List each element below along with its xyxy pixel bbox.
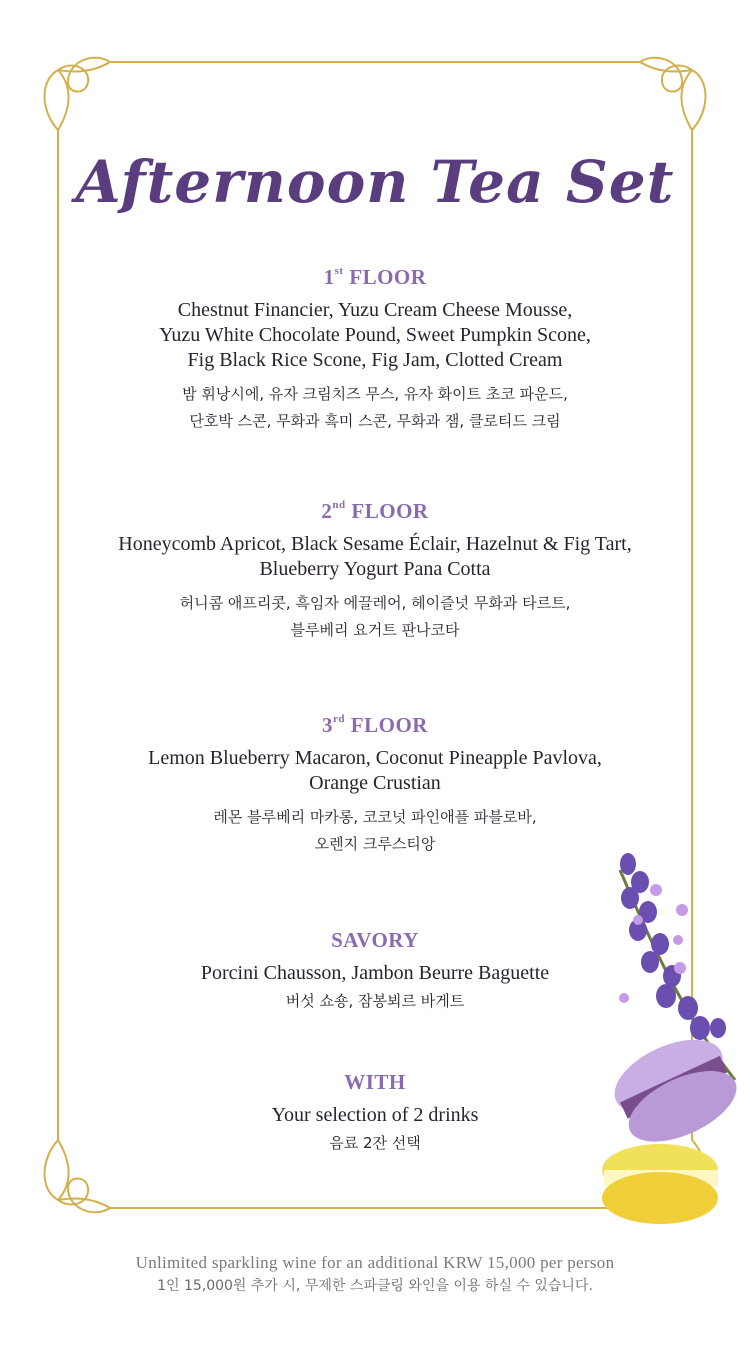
section-with xyxy=(80,1070,670,1157)
items-korean: 음료 2잔 선택 xyxy=(329,1134,421,1152)
section-2nd-floor xyxy=(80,499,670,644)
section-heading: SAVORY xyxy=(331,928,419,952)
lavender-macaron-illustration xyxy=(590,850,750,1250)
section-1st-floor xyxy=(80,265,670,435)
items-english: Chestnut Financier, Yuzu Cream Cheese Mousse, Yuzu White Chocolate Pound, Sweet Pumpkin Scone, Fig Black Rice Scone, Fig Jam, Clotted Cream xyxy=(159,299,591,371)
section-savory xyxy=(80,928,670,1015)
items-korean: 밤 휘낭시에, 유자 크림치즈 무스, 유자 화이트 초코 파운드, 단호박 스콘, 무화과 흑미 스콘, 무화과 잼, 클로티드 크림 xyxy=(182,385,568,430)
items-english: Honeycomb Apricot, Black Sesame Éclair, Hazelnut & Fig Tart, Blueberry Yogurt Pana Cotta xyxy=(118,533,632,580)
section-heading: 3rd FLOOR xyxy=(322,713,428,737)
section-heading: 2nd FLOOR xyxy=(321,499,429,523)
menu-title: Afternoon Tea Set xyxy=(75,148,675,216)
footer-note xyxy=(0,1252,750,1298)
items-korean: 허니콤 애프리콧, 흑임자 에끌레어, 헤이즐넛 무화과 타르트, 블루베리 요거트 판나코타 xyxy=(179,594,571,639)
footer-english: Unlimited sparkling wine for an additional KRW 15,000 per person xyxy=(135,1253,615,1272)
items-english: Lemon Blueberry Macaron, Coconut Pineapple Pavlova, Orange Crustian xyxy=(148,747,602,794)
items-korean: 레몬 블루베리 마카롱, 코코넛 파인애플 파블로바, 오렌지 크루스티앙 xyxy=(213,808,537,853)
section-heading: 1st FLOOR xyxy=(323,265,427,289)
items-english: Your selection of 2 drinks xyxy=(271,1104,479,1126)
footer-korean: 1인 15,000원 추가 시, 무제한 스파클링 와인을 이용 하실 수 있습니다. xyxy=(157,1278,593,1294)
items-korean: 버섯 쇼숑, 잠봉뵈르 바게트 xyxy=(285,992,465,1010)
section-3rd-floor xyxy=(80,713,670,858)
section-heading: WITH xyxy=(344,1070,406,1094)
items-english: Porcini Chausson, Jambon Beurre Baguette xyxy=(200,962,550,984)
